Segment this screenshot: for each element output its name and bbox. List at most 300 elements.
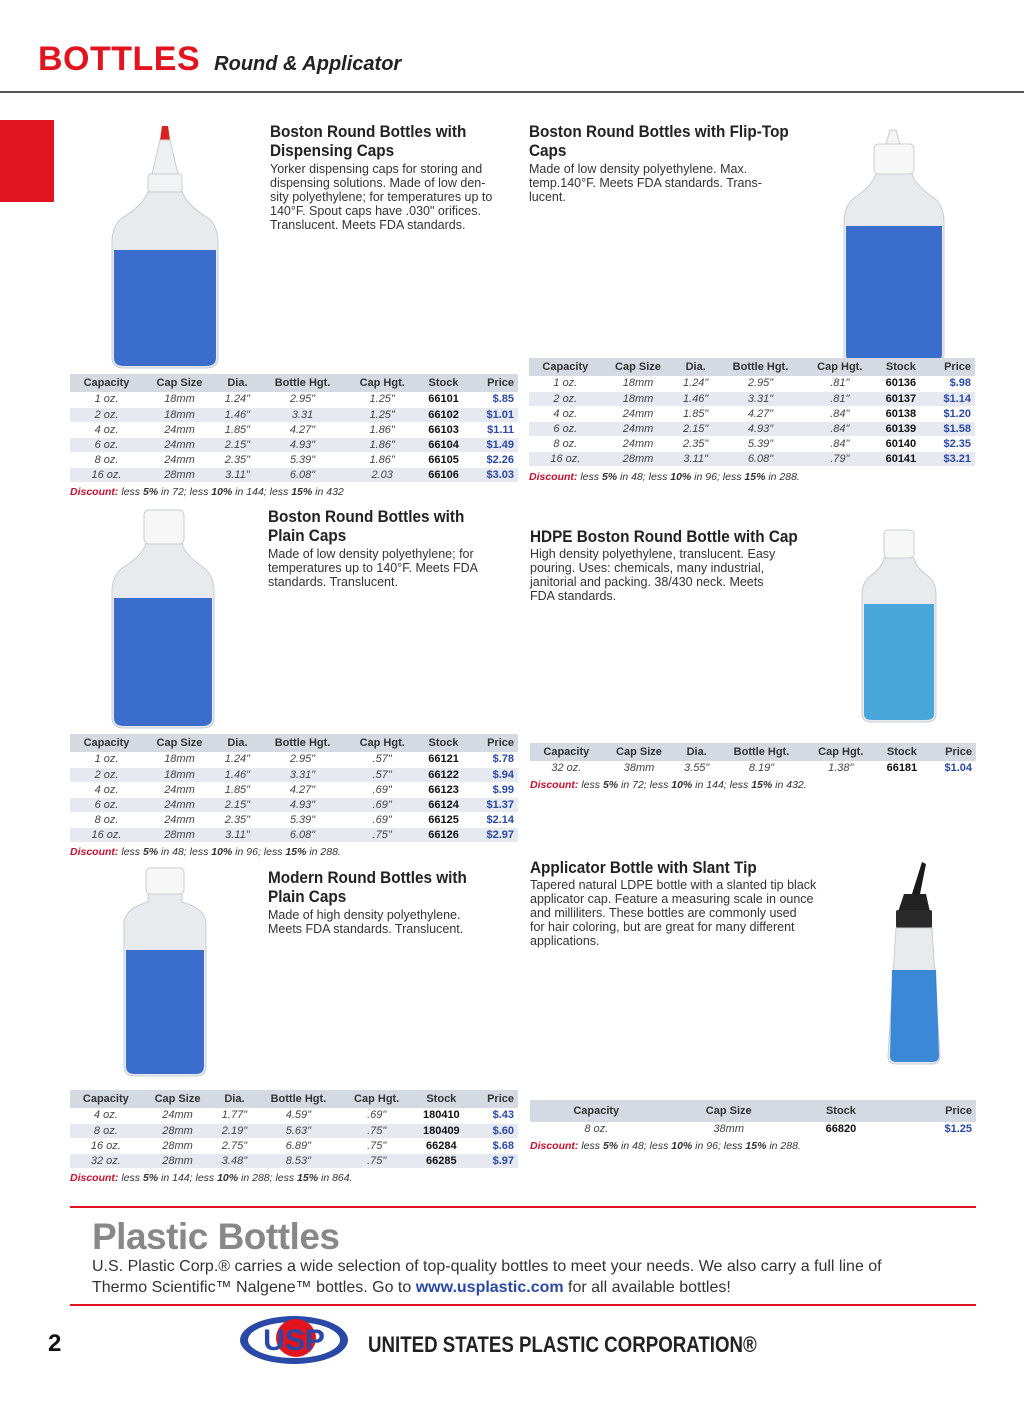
cell-bottle-hgt: 8.19" bbox=[718, 761, 805, 776]
modern-round-description bbox=[268, 908, 463, 936]
cell-cap-hgt: .75" bbox=[341, 1123, 412, 1138]
title-line: Caps bbox=[529, 141, 567, 160]
discount-text: in 432. bbox=[772, 779, 807, 791]
cell-capacity: 1 oz. bbox=[529, 376, 602, 391]
cell-price: $3.21 bbox=[926, 451, 975, 466]
col-price: Price bbox=[469, 734, 518, 752]
hdpe-bottle-image bbox=[858, 528, 940, 724]
cell-bottle-hgt: 4.93" bbox=[259, 797, 346, 812]
table-row bbox=[70, 752, 518, 767]
col-capacity: Capacity bbox=[530, 743, 603, 761]
cell-dia: 1.24" bbox=[674, 376, 717, 391]
cell-dia: 1.46" bbox=[216, 407, 259, 422]
title-line: Boston Round Bottles with bbox=[268, 507, 465, 526]
cell-stock: 66125 bbox=[418, 812, 469, 827]
col-dia: Dia. bbox=[216, 374, 259, 392]
cell-cap-hgt: 2.03 bbox=[346, 467, 418, 482]
plain-caps-title bbox=[268, 507, 464, 545]
cell-cap-size: 18mm bbox=[143, 392, 216, 407]
desc-line: 140°F. Spout caps have .030" orifices. bbox=[270, 204, 481, 218]
discount-text: less bbox=[121, 486, 143, 498]
cell-bottle-hgt: 5.63" bbox=[256, 1123, 342, 1138]
promo-text bbox=[92, 1256, 962, 1298]
desc-line: janitorial and packing. 38/430 neck. Meets bbox=[530, 575, 764, 589]
cell-price: $.85 bbox=[469, 392, 518, 407]
table-row bbox=[70, 392, 518, 407]
cell-stock: 60141 bbox=[876, 451, 926, 466]
title-line: Plain Caps bbox=[268, 526, 347, 545]
table-row bbox=[70, 422, 518, 437]
cell-capacity: 32 oz. bbox=[70, 1153, 142, 1168]
cell-cap-size: 24mm bbox=[602, 406, 675, 421]
col-bottle-hgt: Bottle Hgt. bbox=[259, 374, 346, 392]
table-row bbox=[70, 782, 518, 797]
cell-bottle-hgt: 2.95" bbox=[259, 392, 346, 407]
section-title: BOTTLES bbox=[38, 40, 201, 78]
table-row bbox=[70, 827, 518, 842]
cell-cap-size: 28mm bbox=[143, 827, 216, 842]
cell-bottle-hgt: 3.31" bbox=[259, 767, 346, 782]
col-cap-size: Cap Size bbox=[142, 1090, 214, 1108]
cell-cap-hgt: .69" bbox=[346, 782, 418, 797]
discount-text: in 144; less bbox=[232, 486, 292, 498]
title-line: Boston Round Bottles with Flip-Top bbox=[529, 122, 789, 141]
cell-price: $2.97 bbox=[469, 827, 518, 842]
cell-dia: 1.85" bbox=[216, 782, 259, 797]
cell-price: $.99 bbox=[469, 782, 518, 797]
cell-stock: 66122 bbox=[418, 767, 469, 782]
cell-capacity: 16 oz. bbox=[529, 451, 602, 466]
discount-text: in 48; less bbox=[617, 471, 671, 483]
table-row bbox=[70, 767, 518, 782]
cell-capacity: 4 oz. bbox=[70, 782, 143, 797]
table-row bbox=[530, 761, 976, 776]
col-stock: Stock bbox=[877, 743, 927, 761]
promo-title: Plastic Bottles bbox=[92, 1216, 340, 1257]
modern-round-title bbox=[268, 868, 467, 906]
table-row bbox=[529, 451, 975, 466]
usp-logo-icon bbox=[238, 1310, 350, 1368]
cell-dia: 2.15" bbox=[216, 797, 259, 812]
col-dia: Dia. bbox=[674, 358, 717, 376]
cell-dia: 2.19" bbox=[213, 1123, 255, 1138]
cell-price: $.98 bbox=[926, 376, 975, 391]
col-bottle-hgt: Bottle Hgt. bbox=[717, 358, 804, 376]
cell-cap-size: 38mm bbox=[603, 761, 676, 776]
discount-pct: 10% bbox=[671, 779, 693, 791]
cell-stock: 66104 bbox=[418, 437, 469, 452]
col-capacity: Capacity bbox=[70, 734, 143, 752]
col-price: Price bbox=[469, 374, 518, 392]
cell-stock: 66124 bbox=[418, 797, 469, 812]
discount-pct: 10% bbox=[670, 471, 692, 483]
table-row bbox=[70, 1123, 518, 1138]
discount-text: in 288; less bbox=[238, 1172, 298, 1184]
cell-capacity: 2 oz. bbox=[70, 407, 143, 422]
cell-cap-hgt: 1.86" bbox=[346, 422, 418, 437]
cell-dia: 2.35" bbox=[216, 452, 259, 467]
cell-cap-size: 18mm bbox=[602, 391, 675, 406]
cell-capacity: 16 oz. bbox=[70, 1138, 142, 1153]
cell-stock: 66106 bbox=[418, 467, 469, 482]
promo-text-part: Thermo Scientific™ Nalgene™ bottles. Go to bbox=[92, 1279, 416, 1296]
cell-price: $1.01 bbox=[469, 407, 518, 422]
cell-bottle-hgt: 5.39" bbox=[259, 812, 346, 827]
discount-pct: 15% bbox=[744, 471, 766, 483]
cell-dia: 3.11" bbox=[674, 451, 717, 466]
cell-stock: 66121 bbox=[418, 752, 469, 767]
cell-dia: 3.11" bbox=[216, 827, 259, 842]
cell-bottle-hgt: 4.27" bbox=[259, 782, 346, 797]
col-cap-hgt: Cap Hgt. bbox=[346, 374, 418, 392]
cell-price: $1.20 bbox=[926, 406, 975, 421]
col-cap-hgt: Cap Hgt. bbox=[805, 743, 877, 761]
col-stock: Stock bbox=[795, 1100, 887, 1122]
cell-capacity: 8 oz. bbox=[70, 812, 143, 827]
table-row bbox=[70, 452, 518, 467]
cell-price: $.78 bbox=[469, 752, 518, 767]
discount-label: Discount: bbox=[70, 846, 119, 858]
discount-pct: 10% bbox=[211, 846, 233, 858]
cell-bottle-hgt: 4.93" bbox=[259, 437, 346, 452]
cell-cap-size: 24mm bbox=[143, 797, 216, 812]
col-price: Price bbox=[927, 743, 976, 761]
cell-stock: 66181 bbox=[877, 761, 927, 776]
cell-cap-hgt: .84" bbox=[804, 406, 876, 421]
cell-cap-size: 28mm bbox=[142, 1153, 214, 1168]
cell-cap-hgt: .57" bbox=[346, 752, 418, 767]
cell-price: $1.37 bbox=[469, 797, 518, 812]
cell-bottle-hgt: 4.27" bbox=[717, 406, 804, 421]
cell-cap-size: 38mm bbox=[662, 1122, 794, 1137]
cell-capacity: 2 oz. bbox=[70, 767, 143, 782]
cell-bottle-hgt: 5.39" bbox=[717, 436, 804, 451]
flip-top-caps-description bbox=[529, 162, 762, 204]
discount-text: in 96; less bbox=[232, 846, 286, 858]
table-row bbox=[529, 406, 975, 421]
title-line: Applicator Bottle with Slant Tip bbox=[530, 858, 757, 877]
discount-pct: 15% bbox=[751, 779, 773, 791]
cell-dia: 1.46" bbox=[216, 767, 259, 782]
cell-cap-hgt: .75" bbox=[341, 1153, 412, 1168]
desc-line: temperatures up to 140°F. Meets FDA bbox=[268, 561, 478, 575]
cell-capacity: 6 oz. bbox=[70, 797, 143, 812]
table-row bbox=[529, 376, 975, 391]
col-cap-size: Cap Size bbox=[603, 743, 676, 761]
cell-stock: 60137 bbox=[876, 391, 926, 406]
cell-price: $.97 bbox=[471, 1153, 518, 1168]
col-capacity: Capacity bbox=[530, 1100, 662, 1122]
cell-stock: 66820 bbox=[795, 1122, 887, 1137]
cell-dia: 1.85" bbox=[674, 406, 717, 421]
title-line: Modern Round Bottles with bbox=[268, 868, 467, 887]
cell-stock: 66126 bbox=[418, 827, 469, 842]
cell-cap-hgt: .79" bbox=[804, 451, 876, 466]
promo-bottom-divider bbox=[70, 1304, 976, 1306]
website-link[interactable]: www.usplastic.com bbox=[415, 1279, 564, 1296]
cell-cap-hgt: .81" bbox=[804, 391, 876, 406]
cell-dia: 2.15" bbox=[216, 437, 259, 452]
cell-price: $.43 bbox=[471, 1108, 518, 1123]
discount-text: in 144; less bbox=[692, 779, 752, 791]
col-capacity: Capacity bbox=[529, 358, 602, 376]
cell-cap-size: 18mm bbox=[143, 767, 216, 782]
applicator-bottle-table bbox=[530, 1100, 976, 1138]
desc-line: Made of high density polyethylene. bbox=[268, 908, 461, 922]
cell-stock: 60138 bbox=[876, 406, 926, 421]
cell-capacity: 1 oz. bbox=[70, 392, 143, 407]
table-row bbox=[70, 1138, 518, 1153]
col-cap-size: Cap Size bbox=[602, 358, 675, 376]
col-cap-hgt: Cap Hgt. bbox=[341, 1090, 412, 1108]
col-stock: Stock bbox=[418, 374, 469, 392]
cell-cap-size: 28mm bbox=[142, 1138, 214, 1153]
discount-label: Discount: bbox=[70, 1172, 119, 1184]
discount-text: in 96; less bbox=[691, 471, 745, 483]
cell-bottle-hgt: 6.89" bbox=[256, 1138, 342, 1153]
cell-stock: 60140 bbox=[876, 436, 926, 451]
svg-text:USP: USP bbox=[263, 1324, 325, 1357]
discount-pct: 15% bbox=[297, 1172, 319, 1184]
cell-stock: 66103 bbox=[418, 422, 469, 437]
promo-top-divider bbox=[70, 1206, 976, 1208]
cell-bottle-hgt: 4.27" bbox=[259, 422, 346, 437]
desc-line: temp.140°F. Meets FDA standards. Trans- bbox=[529, 176, 762, 190]
applicator-bottle-image bbox=[882, 860, 946, 1068]
cell-capacity: 4 oz. bbox=[70, 422, 143, 437]
cell-cap-size: 24mm bbox=[602, 421, 675, 436]
cell-bottle-hgt: 4.93" bbox=[717, 421, 804, 436]
applicator-bottle-discount bbox=[530, 1140, 801, 1152]
cell-price: $2.26 bbox=[469, 452, 518, 467]
cell-bottle-hgt: 2.95" bbox=[717, 376, 804, 391]
desc-line: FDA standards. bbox=[530, 589, 617, 603]
cell-stock: 60139 bbox=[876, 421, 926, 436]
col-cap-size: Cap Size bbox=[143, 374, 216, 392]
cell-price: $1.04 bbox=[927, 761, 976, 776]
hdpe-bottle-discount bbox=[530, 779, 807, 791]
table-row bbox=[70, 437, 518, 452]
title-line: Boston Round Bottles with bbox=[270, 122, 467, 141]
cell-bottle-hgt: 6.08" bbox=[717, 451, 804, 466]
discount-text: in 432 bbox=[312, 486, 344, 498]
desc-line: Tapered natural LDPE bottle with a slanted tip black bbox=[530, 878, 817, 892]
table-row bbox=[70, 467, 518, 482]
discount-text: less bbox=[581, 779, 603, 791]
cell-price: $.68 bbox=[471, 1138, 518, 1153]
desc-line: sity polyethylene; for temperatures up to bbox=[270, 190, 493, 204]
dispensing-caps-discount bbox=[70, 486, 344, 498]
cell-cap-size: 18mm bbox=[143, 752, 216, 767]
cell-capacity: 16 oz. bbox=[70, 827, 143, 842]
col-cap-hgt: Cap Hgt. bbox=[346, 734, 418, 752]
promo-text-part: for all available bottles! bbox=[563, 1279, 731, 1296]
cell-price: $1.25 bbox=[887, 1122, 976, 1137]
page-number: 2 bbox=[48, 1330, 62, 1357]
discount-text: in 144; less bbox=[158, 1172, 218, 1184]
cell-capacity: 6 oz. bbox=[529, 421, 602, 436]
cell-cap-size: 28mm bbox=[143, 467, 216, 482]
modern-round-discount bbox=[70, 1172, 353, 1184]
discount-pct: 5% bbox=[142, 846, 159, 858]
title-line: Dispensing Caps bbox=[270, 141, 395, 160]
cell-capacity: 32 oz. bbox=[530, 761, 603, 776]
company-name: UNITED STATES PLASTIC CORPORATION® bbox=[368, 1332, 757, 1357]
dispensing-caps-description bbox=[270, 162, 492, 232]
col-bottle-hgt: Bottle Hgt. bbox=[256, 1090, 342, 1108]
cell-stock: 66284 bbox=[412, 1138, 471, 1153]
discount-label: Discount: bbox=[530, 1140, 579, 1152]
discount-text: less bbox=[121, 1172, 143, 1184]
cell-bottle-hgt: 8.53" bbox=[256, 1153, 342, 1168]
discount-label: Discount: bbox=[529, 471, 578, 483]
cell-stock: 66101 bbox=[418, 392, 469, 407]
cell-stock: 66105 bbox=[418, 452, 469, 467]
cell-cap-size: 24mm bbox=[143, 437, 216, 452]
cell-stock: 60136 bbox=[876, 376, 926, 391]
cell-dia: 2.35" bbox=[674, 436, 717, 451]
discount-text: in 72; less bbox=[158, 486, 212, 498]
page-header bbox=[38, 40, 401, 79]
cell-capacity: 8 oz. bbox=[529, 436, 602, 451]
discount-pct: 15% bbox=[291, 486, 313, 498]
title-line: Plain Caps bbox=[268, 887, 347, 906]
desc-line: dispensing solutions. Made of low den- bbox=[270, 176, 486, 190]
col-dia: Dia. bbox=[675, 743, 718, 761]
cell-cap-size: 24mm bbox=[143, 452, 216, 467]
discount-text: in 288. bbox=[765, 471, 800, 483]
table-row bbox=[529, 391, 975, 406]
cell-cap-size: 24mm bbox=[602, 436, 675, 451]
col-cap-size: Cap Size bbox=[662, 1100, 794, 1122]
dispensing-caps-table bbox=[70, 374, 518, 483]
desc-line: Meets FDA standards. Translucent. bbox=[268, 922, 464, 936]
table-row bbox=[70, 812, 518, 827]
cell-cap-hgt: .57" bbox=[346, 767, 418, 782]
flip-top-bottle-image bbox=[840, 128, 950, 368]
cell-cap-size: 24mm bbox=[143, 812, 216, 827]
desc-line: High density polyethylene, translucent. Easy bbox=[530, 547, 776, 561]
cell-price: $1.11 bbox=[469, 422, 518, 437]
cell-cap-hgt: 1.86" bbox=[346, 437, 418, 452]
cell-capacity: 16 oz. bbox=[70, 467, 143, 482]
cell-cap-hgt: .84" bbox=[804, 421, 876, 436]
col-capacity: Capacity bbox=[70, 374, 143, 392]
discount-pct: 10% bbox=[217, 1172, 239, 1184]
cell-cap-size: 18mm bbox=[143, 407, 216, 422]
applicator-bottle-title bbox=[530, 858, 757, 877]
discount-text: in 48; less bbox=[158, 846, 212, 858]
applicator-bottle-description bbox=[530, 878, 816, 948]
col-capacity: Capacity bbox=[70, 1090, 142, 1108]
dispensing-caps-title bbox=[270, 122, 466, 160]
table-row bbox=[529, 436, 975, 451]
plain-caps-table bbox=[70, 734, 518, 843]
cell-bottle-hgt: 3.31 bbox=[259, 407, 346, 422]
flip-top-caps-title bbox=[529, 122, 789, 160]
cell-bottle-hgt: 5.39" bbox=[259, 452, 346, 467]
cell-cap-hgt: 1.25" bbox=[346, 407, 418, 422]
desc-line: lucent. bbox=[529, 190, 566, 204]
cell-dia: 1.24" bbox=[216, 392, 259, 407]
cell-stock: 66285 bbox=[412, 1153, 471, 1168]
cell-cap-hgt: 1.86" bbox=[346, 452, 418, 467]
cell-price: $1.14 bbox=[926, 391, 975, 406]
title-line: HDPE Boston Round Bottle with Cap bbox=[530, 527, 798, 546]
discount-text: less bbox=[580, 471, 602, 483]
cell-dia: 3.11" bbox=[216, 467, 259, 482]
discount-label: Discount: bbox=[530, 779, 579, 791]
flip-top-caps-discount bbox=[529, 471, 800, 483]
discount-label: Discount: bbox=[70, 486, 119, 498]
cell-dia: 1.77" bbox=[213, 1108, 255, 1123]
col-stock: Stock bbox=[876, 358, 926, 376]
promo-line: U.S. Plastic Corp.® carries a wide selection of top-quality bottles to meet your needs. We also carry a full line of bbox=[92, 1258, 882, 1275]
cell-cap-hgt: .81" bbox=[804, 376, 876, 391]
col-bottle-hgt: Bottle Hgt. bbox=[718, 743, 805, 761]
cell-cap-hgt: .69" bbox=[346, 797, 418, 812]
col-stock: Stock bbox=[412, 1090, 471, 1108]
section-subtitle: Round & Applicator bbox=[214, 53, 402, 75]
cell-capacity: 8 oz. bbox=[70, 1123, 142, 1138]
desc-line: Translucent. Meets FDA standards. bbox=[270, 218, 466, 232]
cell-capacity: 2 oz. bbox=[529, 391, 602, 406]
cell-cap-size: 24mm bbox=[143, 422, 216, 437]
flip-top-caps-table bbox=[529, 358, 975, 467]
cell-capacity: 8 oz. bbox=[530, 1122, 662, 1137]
cell-stock: 180409 bbox=[412, 1123, 471, 1138]
cell-price: $2.35 bbox=[926, 436, 975, 451]
cell-stock: 66123 bbox=[418, 782, 469, 797]
table-row bbox=[70, 1108, 518, 1123]
plain-cap-bottle-image bbox=[108, 508, 220, 730]
header-divider bbox=[0, 91, 1024, 93]
col-cap-hgt: Cap Hgt. bbox=[804, 358, 876, 376]
cell-price: $2.14 bbox=[469, 812, 518, 827]
table-row bbox=[530, 1122, 976, 1137]
discount-pct: 5% bbox=[142, 1172, 159, 1184]
desc-line: applicator cap. Feature a measuring scale in ounce bbox=[530, 892, 814, 906]
cell-bottle-hgt: 2.95" bbox=[259, 752, 346, 767]
cell-dia: 2.75" bbox=[213, 1138, 255, 1153]
cell-capacity: 8 oz. bbox=[70, 452, 143, 467]
cell-bottle-hgt: 6.08" bbox=[259, 467, 346, 482]
modern-round-bottle-image bbox=[118, 866, 212, 1078]
cell-price: $.60 bbox=[471, 1123, 518, 1138]
cell-bottle-hgt: 3.31" bbox=[717, 391, 804, 406]
cell-price: $3.03 bbox=[469, 467, 518, 482]
desc-line: Made of low density polyethylene; for bbox=[268, 547, 474, 561]
cell-dia: 1.46" bbox=[674, 391, 717, 406]
section-tab-marker bbox=[0, 120, 54, 202]
table-row bbox=[70, 797, 518, 812]
cell-cap-size: 28mm bbox=[142, 1123, 214, 1138]
cell-cap-size: 24mm bbox=[143, 782, 216, 797]
cell-cap-hgt: .69" bbox=[341, 1108, 412, 1123]
discount-text: less bbox=[581, 1140, 603, 1152]
discount-text: in 96; less bbox=[692, 1140, 746, 1152]
cell-capacity: 4 oz. bbox=[70, 1108, 142, 1123]
desc-line: standards. Translucent. bbox=[268, 575, 398, 589]
discount-pct: 15% bbox=[745, 1140, 767, 1152]
table-row bbox=[70, 1153, 518, 1168]
desc-line: for hair coloring, but are great for many different bbox=[530, 920, 795, 934]
cell-capacity: 1 oz. bbox=[70, 752, 143, 767]
col-price: Price bbox=[471, 1090, 518, 1108]
col-price: Price bbox=[887, 1100, 976, 1122]
dispensing-cap-bottle-image bbox=[108, 122, 223, 372]
col-bottle-hgt: Bottle Hgt. bbox=[259, 734, 346, 752]
